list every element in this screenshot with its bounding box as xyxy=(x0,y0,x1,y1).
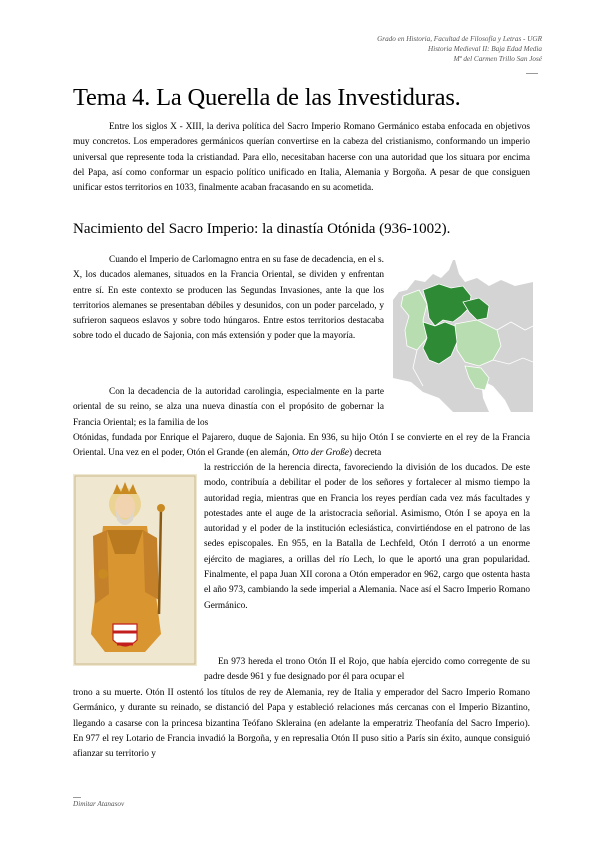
paragraph-2-continued: la restricción de la herencia directa, favoreciendo la división de los ducados. De este modo, contribuía a debilitar el poder de los señores y fortalecer al mismo tiempo la autoridad regia, mientras que en Francia los reyes perdían cada vez más facultades y potestades ante el auge de la aristocracia señorial. Asimismo, Otón I se apoya en la autoridad y el poder de la institución eclesiástica, convirtiéndose en el patrono de las sedes episcopales. En 955, en la Batalla de Lechfeld, Otón I derrotó a un enorme ejército de magiares, a orillas del río Lech, lo que le aportó una gran popularidad. Finalmente, el papa Juan XII corona a Otón emperador en 962, cargo que ostenta hasta el año 973, cambiando la sede imperial a Alemania. Nace así el Sacro Imperio Romano Germánico. xyxy=(204,463,530,611)
page-header xyxy=(242,34,542,64)
paragraph-3-top: En 973 hereda el trono Otón II el Rojo, que había ejercido como corregente de su padre desde 961 y fue designado por él para ocupar el xyxy=(204,657,530,683)
header-professor: Mª del Carmen Trillo San José xyxy=(453,55,542,63)
section-title: Nacimiento del Sacro Imperio: la dinastía Otónida (936-1002). xyxy=(73,221,451,237)
page-footer-author: Dimitar Atanasov xyxy=(73,800,125,808)
paragraph-1: Cuando el Imperio de Carlomagno entra en su fase de decadencia, en el s. X, los ducados alemanes, situados en la Francia Oriental, se dividen y enfrentan entre sí. En este contexto se producen las Segundas Invasiones, ante la que los territorios alemanes se presentaban débiles y desunidos, con un poder parcelado, y sufrieron saqueos eslavos y sobre todo húngaros. Entre estos territorios destacaba sobre todo el ducado de Sajonia, con más extensión y poder que la mayoría. xyxy=(73,255,384,342)
map-image xyxy=(393,260,533,412)
header-course: Grado en Historia, Facultad de Filosofía y Letras - UGR xyxy=(377,35,542,43)
intro-paragraph: Entre los siglos X - XIII, la deriva política del Sacro Imperio Romano Germánico estaba enfocada en objetivos muy concretos. Los emperadores germánicos querían convertirse en la cabeza del cristianismo, conformando un imperio universal que represente toda la cristiandad. Para ello, necesitaban hacerse con una autoridad que los situara por encima del Papa, así como conformar un espacio político unificado en Italia, Alemania y Borgoña. A pesar de que consiguen unificar estos territorios en 1033, finalmente acaban fracasando en su acometida. xyxy=(73,122,530,194)
paragraph-2-text: Otónidas, fundada por Enrique el Pajarero, duque de Sajonia. En 936, su hijo Otón I se convierte en el rey de la Francia Oriental. Una vez en el poder, Otón el Grande (en alemán, xyxy=(73,433,530,459)
paragraph-2-suffix: ) decreta xyxy=(349,448,382,459)
page-title: Tema 4. La Querella de las Investiduras. xyxy=(73,84,461,111)
paragraph-2-full-width xyxy=(73,431,530,462)
otto-der-grosse-term: Otto der Große xyxy=(292,448,350,459)
otto-portrait-image xyxy=(73,474,197,666)
header-subject: Historia Medieval II: Baja Edad Media xyxy=(428,45,542,53)
footer-divider xyxy=(73,797,81,798)
paragraph-3-full-width: trono a su muerte. Otón II ostentó los títulos de rey de Alemania, rey de Italia y emperador del Sacro Imperio Romano Germánico, y durante su reinado, se distanció del Papa y estableció relaciones más cercanas con el Imperio Bizantino, llegando a casarse con la princesa bizantina Teófano Sklerаina (en adelante la emperatriz Theofanía del Sacro Imperio). En 977 el rey Lotario de Francia invadió la Borgoña, y en represalia Otón II puso sitio a París sin éxito, aunque consiguió afianzar su territorio y xyxy=(73,688,530,760)
paragraph-2-top: Con la decadencia de la autoridad carolingia, especialmente en la parte oriental de su reino, se alza una nueva dinastía con el propósito de gobernar la Francia Oriental; es la familia de los xyxy=(73,387,384,428)
header-divider xyxy=(526,73,538,74)
